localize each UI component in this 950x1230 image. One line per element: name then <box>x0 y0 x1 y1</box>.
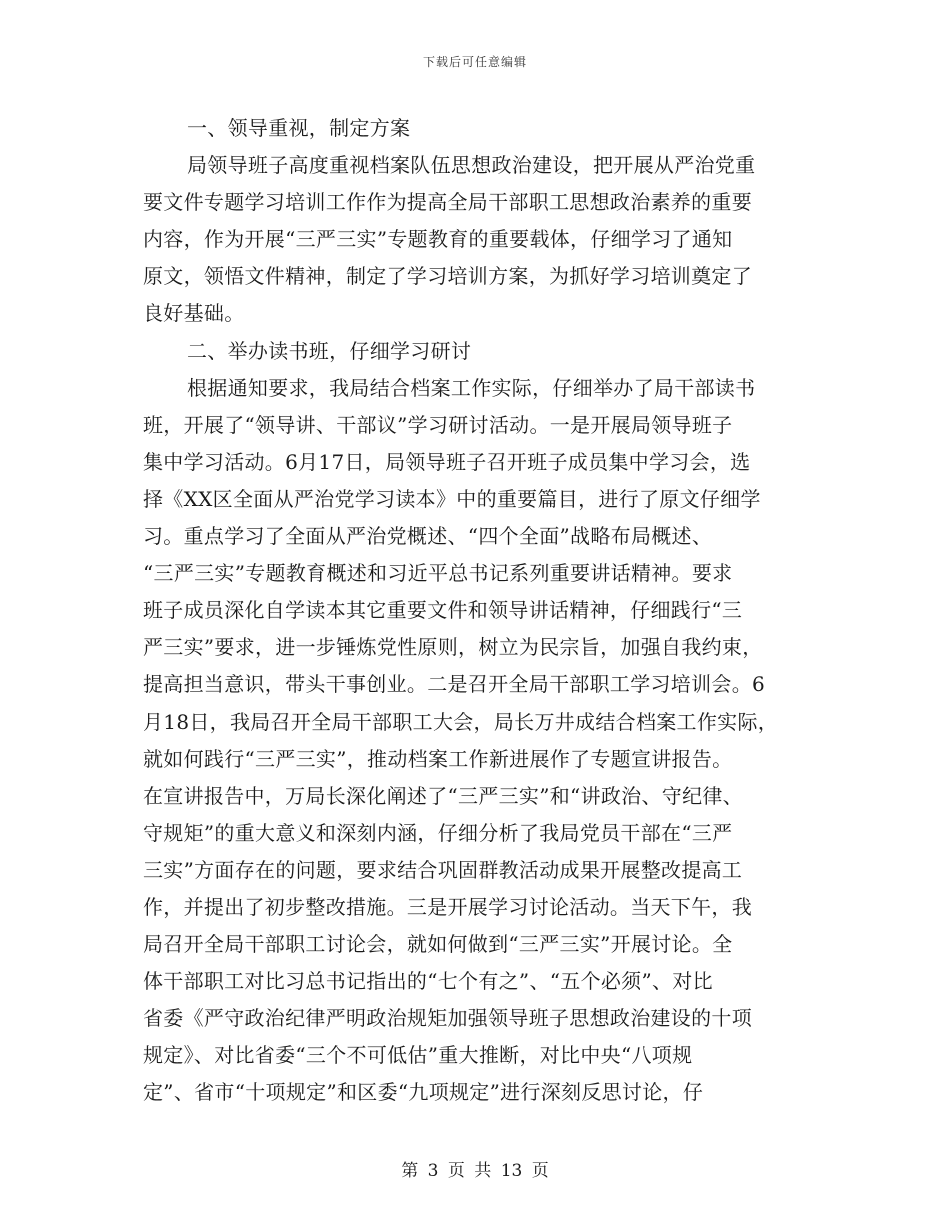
paragraph-line: 作，并提出了初步整改措施。三是开展学习讨论活动。当天下午，我 <box>143 894 752 919</box>
document-body <box>143 110 811 1112</box>
paragraph-line: 局领导班子高度重视档案队伍思想政治建设，把开展从严治党重 <box>187 153 756 178</box>
paragraph-line: 班，开展了“领导讲、干部议”学习研讨活动。一是开展局领导班子 <box>143 412 733 437</box>
paragraph-line: 体干部职工对比习总书记指出的“七个有之”、“五个必须”、对比 <box>143 969 713 994</box>
paragraph-line: 定”、省市“十项规定”和区委“九项规定”进行深刻反思讨论，仔 <box>143 1080 704 1105</box>
paragraph-line: 内容，作为开展“三严三实”专题教育的重要载体，仔细学习了通知 <box>143 227 733 252</box>
paragraph-line: 集中学习活动。6月17日，局领导班子召开班子成员集中学习会，选 <box>143 449 751 474</box>
paragraph-line: 省委《严守政治纪律严明政治规矩加强领导班子思想政治建设的十项 <box>143 1006 752 1031</box>
section-heading: 二、举办读书班，仔细学习研讨 <box>187 338 472 363</box>
paragraph-line: 规定》、对比省委“三个不可低估”重大推断，对比中央“八项规 <box>143 1043 693 1068</box>
page-footer: 第 3 页 共 13 页 <box>401 1161 549 1181</box>
paragraph-line: 根据通知要求，我局结合档案工作实际，仔细举办了局干部读书 <box>187 375 756 400</box>
page-header: 下载后可任意编辑 <box>422 55 527 69</box>
paragraph-line: 就如何践行“三严三实”，推动档案工作新进展作了专题宣讲报告。 <box>143 746 733 771</box>
paragraph-line: 在宣讲报告中，万局长深化阐述了“三严三实”和“讲政治、守纪律、 <box>143 783 743 808</box>
paragraph-line: 三实”方面存在的问题，要求结合巩固群教活动成果开展整改提高工 <box>143 857 743 882</box>
paragraph-line: 月18日，我局召开全局干部职工大会，局长万井成结合档案工作实际， <box>143 709 779 734</box>
paragraph-line: 良好基础。 <box>143 301 245 326</box>
paragraph-line: 要文件专题学习培训工作作为提高全局干部职工思想政治素养的重要 <box>143 190 752 215</box>
paragraph-line: “三严三实”专题教育概述和习近平总书记系列重要讲话精神。要求 <box>143 561 733 586</box>
paragraph-line: 严三实”要求，进一步锤炼党性原则，树立为民宗旨，加强自我约束， <box>143 635 763 660</box>
paragraph-line: 班子成员深化自学读本其它重要文件和领导讲话精神，仔细践行“三 <box>143 598 743 623</box>
paragraph-line: 习。重点学习了全面从严治党概述、“四个全面”战略布局概述、 <box>143 524 713 549</box>
paragraph-line: 择《XX区全面从严治党学习读本》中的重要篇目，进行了原文仔细学 <box>143 486 761 511</box>
paragraph-line: 局召开全局干部职工讨论会，就如何做到“三严三实”开展讨论。全 <box>143 932 733 957</box>
paragraph-line: 提高担当意识，带头干事创业。二是召开全局干部职工学习培训会。6 <box>143 672 766 697</box>
paragraph-line: 原文，领悟文件精神，制定了学习培训方案，为抓好学习培训奠定了 <box>143 264 752 289</box>
section-heading: 一、领导重视，制定方案 <box>187 116 411 140</box>
paragraph-line: 守规矩”的重大意义和深刻内涵，仔细分析了我局党员干部在“三严 <box>143 820 733 845</box>
